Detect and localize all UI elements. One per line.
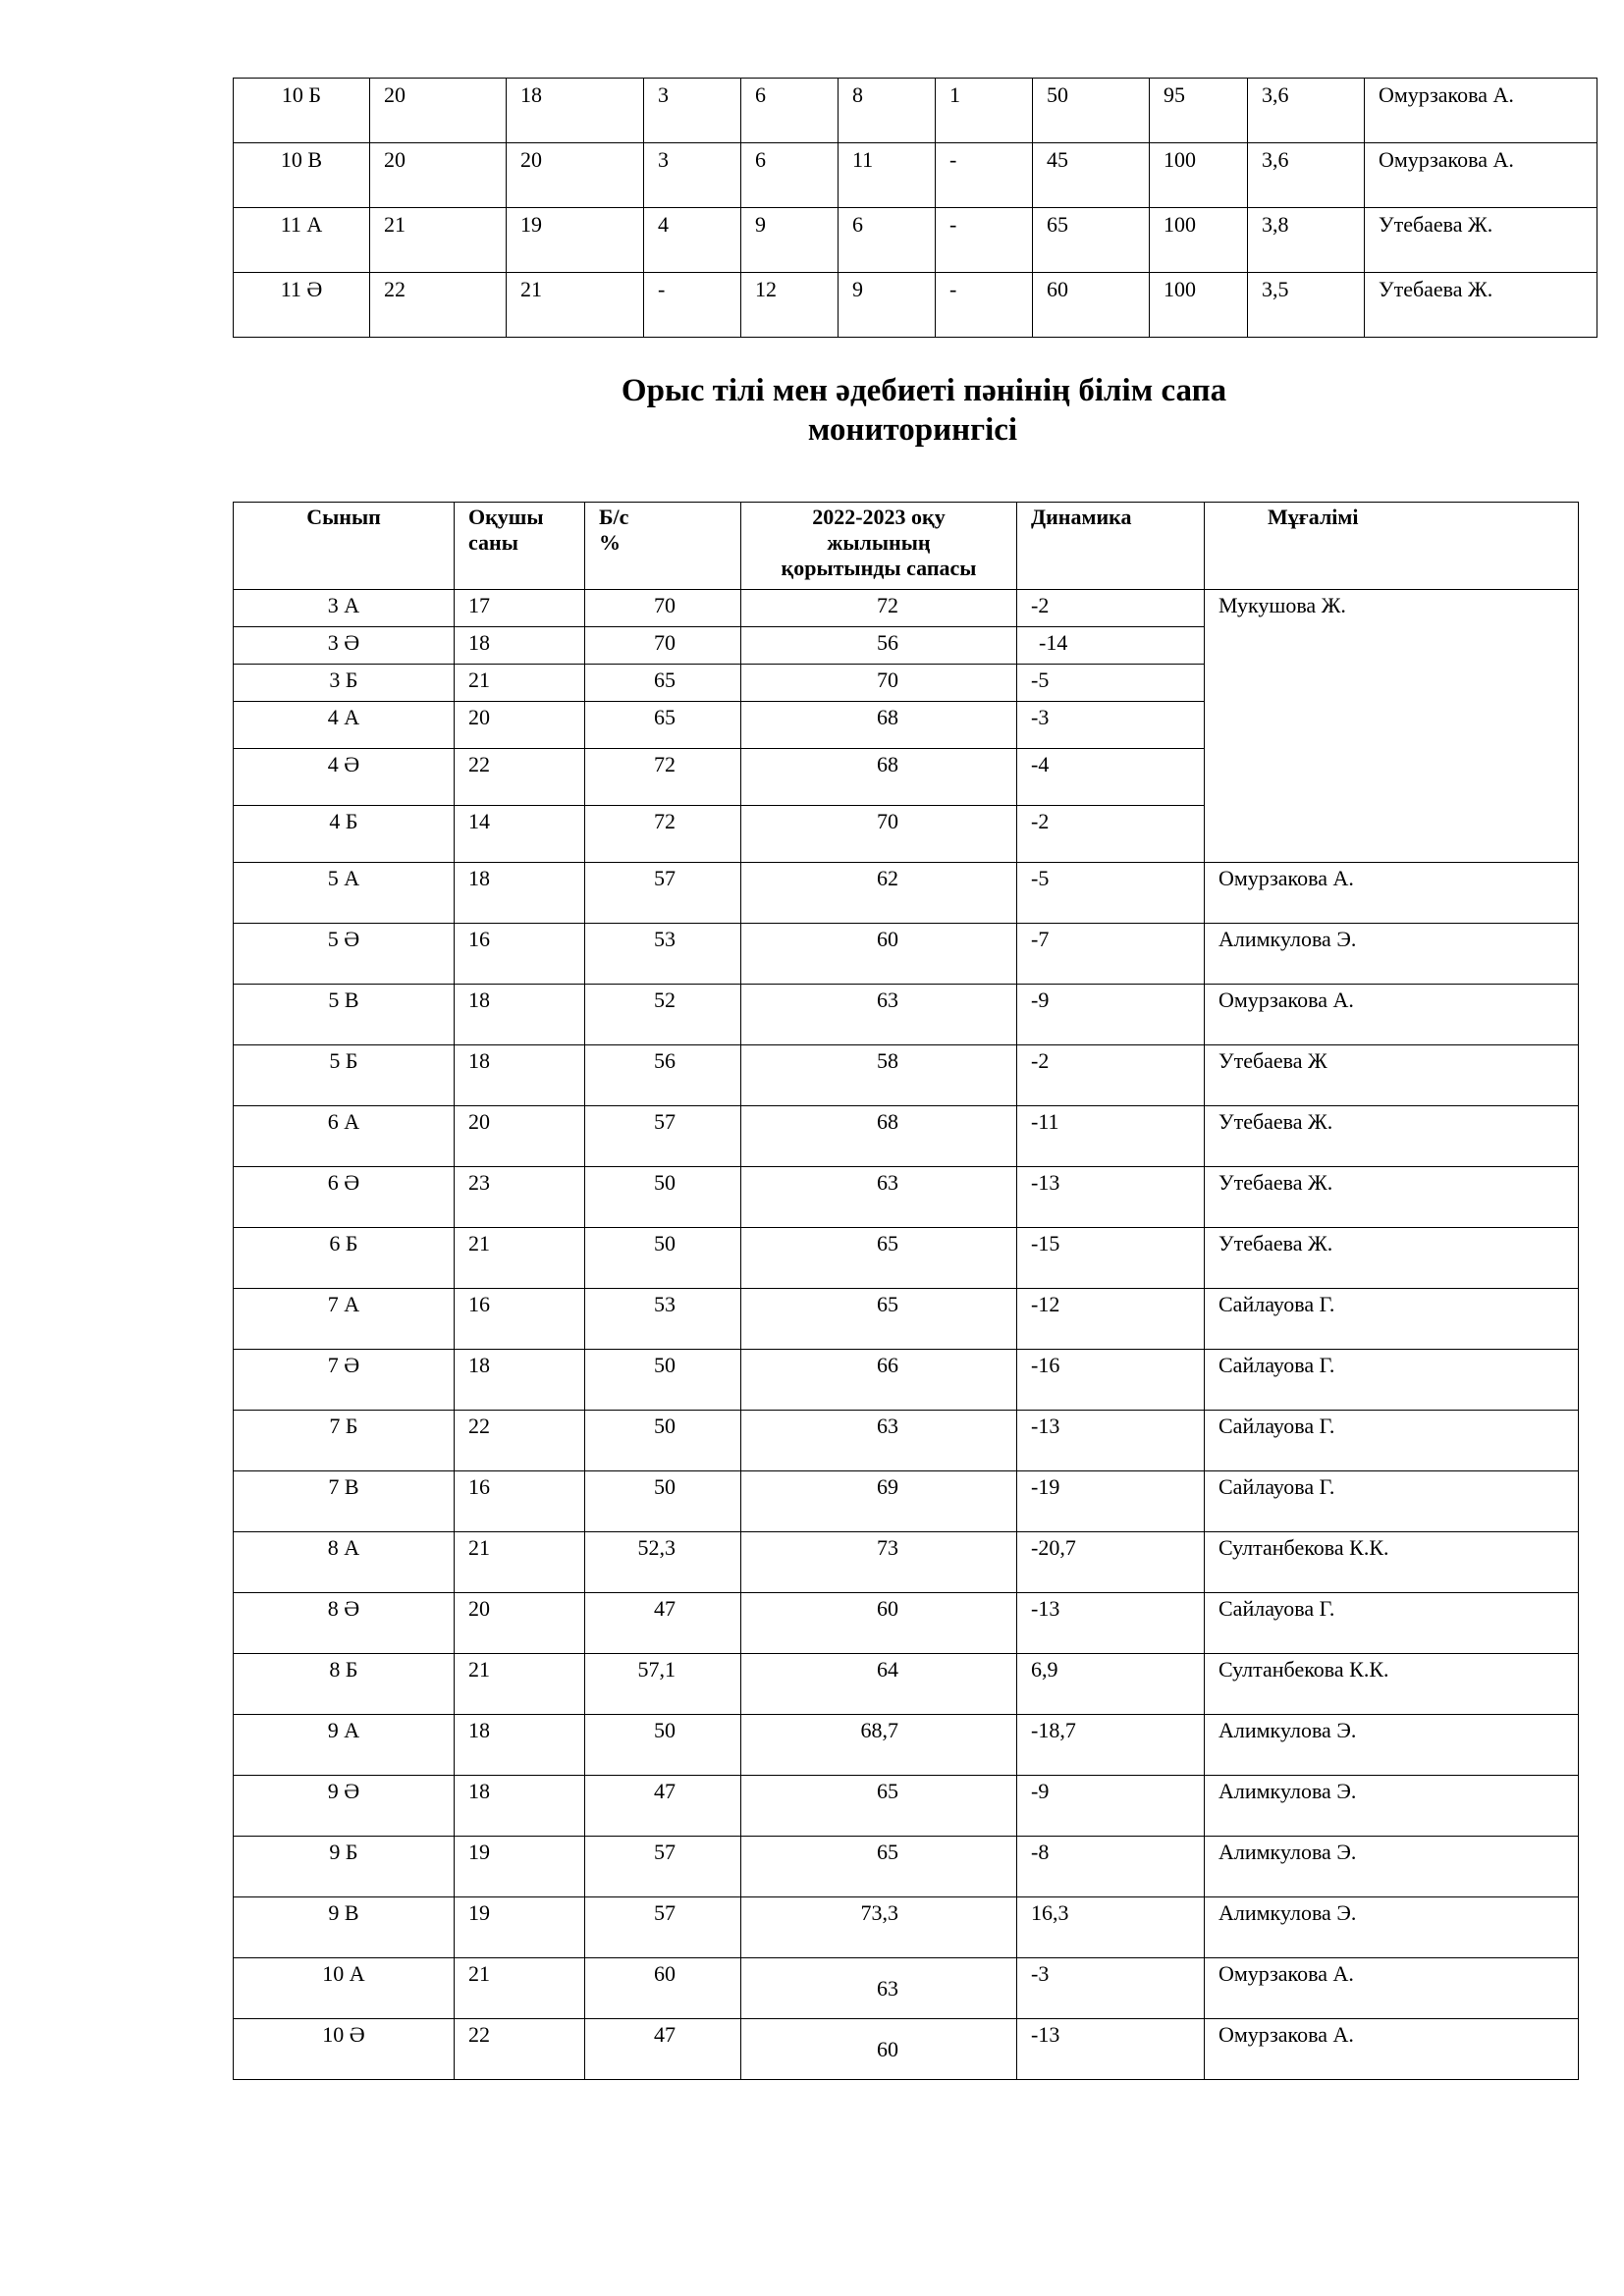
table-row [234, 1411, 1579, 1471]
value-cell: 22 [370, 273, 507, 338]
value-cell: 3,6 [1248, 79, 1365, 143]
class-cell: 6 Ә [234, 1167, 455, 1228]
teacher-cell: Мукушова Ж. [1205, 590, 1579, 863]
value-cell: 100 [1150, 208, 1248, 273]
value-cell: 6 [839, 208, 936, 273]
quality-percent-cell: 47 [585, 1776, 741, 1837]
main-table-body [234, 590, 1579, 2080]
class-cell: 3 А [234, 590, 455, 627]
class-cell: 10 В [234, 143, 370, 208]
dynamics-cell: -3 [1017, 1958, 1205, 2019]
value-cell: 6 [741, 79, 839, 143]
quality-percent-cell: 47 [585, 2019, 741, 2080]
value-cell: 60 [1033, 273, 1150, 338]
teacher-cell: Султанбекова К.К. [1205, 1654, 1579, 1715]
teacher-cell: Алимкулова Э. [1205, 1715, 1579, 1776]
russian-quality-table [233, 502, 1579, 2080]
header-teacher: Мұғалімі [1205, 503, 1579, 590]
class-cell: 6 А [234, 1106, 455, 1167]
value-cell: 3 [644, 143, 741, 208]
student-count-cell: 21 [455, 1958, 585, 2019]
table-row [234, 79, 1597, 143]
previous-quality-cell: 65 [741, 1837, 1017, 1897]
previous-quality-cell: 60 [741, 924, 1017, 985]
table-row [234, 1167, 1579, 1228]
table-row [234, 1045, 1579, 1106]
class-cell: 7 Б [234, 1411, 455, 1471]
teacher-cell: Утебаева Ж. [1205, 1106, 1579, 1167]
table-row [234, 1289, 1579, 1350]
table-row [234, 1350, 1579, 1411]
previous-quality-cell: 68,7 [741, 1715, 1017, 1776]
value-cell: Омурзакова А. [1365, 79, 1597, 143]
teacher-cell: Сайлауова Г. [1205, 1411, 1579, 1471]
table-row [234, 1532, 1579, 1593]
class-cell: 5 А [234, 863, 455, 924]
teacher-cell: Алимкулова Э. [1205, 1776, 1579, 1837]
title-line-2: мониторингісі [807, 412, 1018, 448]
student-count-cell: 22 [455, 2019, 585, 2080]
student-count-cell: 20 [455, 702, 585, 749]
value-cell: 20 [507, 143, 644, 208]
class-cell: 3 Ә [234, 627, 455, 665]
teacher-cell: Омурзакова А. [1205, 985, 1579, 1045]
previous-quality-cell: 58 [741, 1045, 1017, 1106]
table-row [234, 1471, 1579, 1532]
value-cell: 3,8 [1248, 208, 1365, 273]
student-count-cell: 18 [455, 1045, 585, 1106]
class-cell: 9 Ә [234, 1776, 455, 1837]
value-cell: 9 [839, 273, 936, 338]
value-cell: 65 [1033, 208, 1150, 273]
student-count-cell: 16 [455, 924, 585, 985]
previous-quality-cell: 60 [741, 1593, 1017, 1654]
table-row [234, 863, 1579, 924]
class-cell: 10 Ә [234, 2019, 455, 2080]
student-count-cell: 18 [455, 985, 585, 1045]
previous-quality-cell: 63 [741, 1411, 1017, 1471]
dynamics-cell: -12 [1017, 1289, 1205, 1350]
table-row [234, 590, 1579, 627]
table-row [234, 985, 1579, 1045]
dynamics-cell: -11 [1017, 1106, 1205, 1167]
student-count-cell: 16 [455, 1289, 585, 1350]
class-cell: 11 Ә [234, 273, 370, 338]
value-cell: 3,6 [1248, 143, 1365, 208]
student-count-cell: 16 [455, 1471, 585, 1532]
dynamics-cell: -5 [1017, 665, 1205, 702]
table-row [234, 273, 1597, 338]
table-row [234, 143, 1597, 208]
student-count-cell: 18 [455, 1776, 585, 1837]
class-cell: 5 В [234, 985, 455, 1045]
value-cell: - [936, 208, 1033, 273]
student-count-cell: 19 [455, 1837, 585, 1897]
previous-quality-cell: 64 [741, 1654, 1017, 1715]
value-cell: - [936, 143, 1033, 208]
dynamics-cell: -3 [1017, 702, 1205, 749]
dynamics-cell: 16,3 [1017, 1897, 1205, 1958]
value-cell: Утебаева Ж. [1365, 273, 1597, 338]
student-count-cell: 23 [455, 1167, 585, 1228]
class-cell: 5 Ә [234, 924, 455, 985]
previous-quality-cell: 68 [741, 702, 1017, 749]
value-cell: 3 [644, 79, 741, 143]
page-title [0, 371, 1624, 450]
value-cell: 21 [507, 273, 644, 338]
previous-quality-cell: 60 [741, 2019, 1017, 2080]
class-cell: 4 Ә [234, 749, 455, 806]
dynamics-cell: -9 [1017, 985, 1205, 1045]
class-cell: 9 В [234, 1897, 455, 1958]
value-cell: 4 [644, 208, 741, 273]
value-cell: 20 [370, 79, 507, 143]
header-year-quality: 2022-2023 оқу жылының қорытынды сапасы [741, 503, 1017, 590]
class-cell: 4 Б [234, 806, 455, 863]
value-cell: 21 [370, 208, 507, 273]
student-count-cell: 21 [455, 665, 585, 702]
previous-quality-cell: 70 [741, 806, 1017, 863]
previous-quality-cell: 69 [741, 1471, 1017, 1532]
quality-percent-cell: 50 [585, 1228, 741, 1289]
quality-percent-cell: 70 [585, 590, 741, 627]
class-cell: 7 В [234, 1471, 455, 1532]
teacher-cell: Утебаева Ж [1205, 1045, 1579, 1106]
table-row [234, 924, 1579, 985]
previous-quality-cell: 68 [741, 749, 1017, 806]
table-row [234, 1715, 1579, 1776]
previous-quality-cell: 62 [741, 863, 1017, 924]
dynamics-cell: -13 [1017, 1411, 1205, 1471]
quality-percent-cell: 57 [585, 1897, 741, 1958]
student-count-cell: 18 [455, 863, 585, 924]
student-count-cell: 22 [455, 749, 585, 806]
header-quality: Б/с % [585, 503, 741, 590]
dynamics-cell: -15 [1017, 1228, 1205, 1289]
top-results-table [233, 78, 1597, 338]
student-count-cell: 18 [455, 627, 585, 665]
previous-quality-cell: 65 [741, 1289, 1017, 1350]
student-count-cell: 21 [455, 1654, 585, 1715]
table-row [234, 1897, 1579, 1958]
quality-percent-cell: 56 [585, 1045, 741, 1106]
teacher-cell: Омурзакова А. [1205, 2019, 1579, 2080]
header-dynamics: Динамика [1017, 503, 1205, 590]
teacher-cell: Алимкулова Э. [1205, 1897, 1579, 1958]
quality-percent-cell: 47 [585, 1593, 741, 1654]
dynamics-cell: -9 [1017, 1776, 1205, 1837]
top-table-body [234, 79, 1597, 338]
dynamics-cell: -14 [1017, 627, 1205, 665]
student-count-cell: 20 [455, 1106, 585, 1167]
table-row [234, 1106, 1579, 1167]
value-cell: - [936, 273, 1033, 338]
quality-percent-cell: 57 [585, 1106, 741, 1167]
quality-percent-cell: 53 [585, 924, 741, 985]
quality-percent-cell: 72 [585, 749, 741, 806]
title-line-1: Орыс тілі мен әдебиеті пәнінің білім сапа [621, 373, 1227, 408]
table-row [234, 1776, 1579, 1837]
previous-quality-cell: 73 [741, 1532, 1017, 1593]
table-row [234, 1228, 1579, 1289]
dynamics-cell: -16 [1017, 1350, 1205, 1411]
student-count-cell: 18 [455, 1350, 585, 1411]
header-class: Сынып [234, 503, 455, 590]
previous-quality-cell: 70 [741, 665, 1017, 702]
value-cell: 50 [1033, 79, 1150, 143]
teacher-cell: Султанбекова К.К. [1205, 1532, 1579, 1593]
teacher-cell: Сайлауова Г. [1205, 1471, 1579, 1532]
dynamics-cell: -18,7 [1017, 1715, 1205, 1776]
previous-quality-cell: 63 [741, 985, 1017, 1045]
value-cell: 9 [741, 208, 839, 273]
class-cell: 4 А [234, 702, 455, 749]
dynamics-cell: -5 [1017, 863, 1205, 924]
teacher-cell: Сайлауова Г. [1205, 1350, 1579, 1411]
value-cell: 6 [741, 143, 839, 208]
value-cell: 19 [507, 208, 644, 273]
student-count-cell: 20 [455, 1593, 585, 1654]
dynamics-cell: -8 [1017, 1837, 1205, 1897]
table-row [234, 1958, 1579, 2019]
value-cell: Омурзакова А. [1365, 143, 1597, 208]
dynamics-cell: -4 [1017, 749, 1205, 806]
class-cell: 8 Ә [234, 1593, 455, 1654]
value-cell: 3,5 [1248, 273, 1365, 338]
dynamics-cell: -20,7 [1017, 1532, 1205, 1593]
quality-percent-cell: 57 [585, 863, 741, 924]
dynamics-cell: -13 [1017, 1167, 1205, 1228]
quality-percent-cell: 53 [585, 1289, 741, 1350]
quality-percent-cell: 65 [585, 702, 741, 749]
previous-quality-cell: 68 [741, 1106, 1017, 1167]
student-count-cell: 18 [455, 1715, 585, 1776]
quality-percent-cell: 65 [585, 665, 741, 702]
value-cell: 1 [936, 79, 1033, 143]
teacher-cell: Утебаева Ж. [1205, 1167, 1579, 1228]
table-row [234, 208, 1597, 273]
teacher-cell: Омурзакова А. [1205, 1958, 1579, 2019]
dynamics-cell: -7 [1017, 924, 1205, 985]
dynamics-cell: -13 [1017, 2019, 1205, 2080]
class-cell: 11 А [234, 208, 370, 273]
value-cell: 11 [839, 143, 936, 208]
student-count-cell: 19 [455, 1897, 585, 1958]
quality-percent-cell: 50 [585, 1350, 741, 1411]
previous-quality-cell: 66 [741, 1350, 1017, 1411]
quality-percent-cell: 50 [585, 1715, 741, 1776]
dynamics-cell: -2 [1017, 1045, 1205, 1106]
value-cell: 8 [839, 79, 936, 143]
previous-quality-cell: 65 [741, 1228, 1017, 1289]
student-count-cell: 21 [455, 1532, 585, 1593]
previous-quality-cell: 65 [741, 1776, 1017, 1837]
teacher-cell: Алимкулова Э. [1205, 1837, 1579, 1897]
value-cell: - [644, 273, 741, 338]
dynamics-cell: -19 [1017, 1471, 1205, 1532]
class-cell: 6 Б [234, 1228, 455, 1289]
quality-percent-cell: 57,1 [585, 1654, 741, 1715]
class-cell: 9 Б [234, 1837, 455, 1897]
header-students: Оқушы саны [455, 503, 585, 590]
value-cell: Утебаева Ж. [1365, 208, 1597, 273]
value-cell: 12 [741, 273, 839, 338]
table-row [234, 1593, 1579, 1654]
header-row [234, 503, 1579, 590]
quality-percent-cell: 70 [585, 627, 741, 665]
quality-percent-cell: 52,3 [585, 1532, 741, 1593]
teacher-cell: Утебаева Ж. [1205, 1228, 1579, 1289]
table-row [234, 1837, 1579, 1897]
quality-percent-cell: 57 [585, 1837, 741, 1897]
class-cell: 7 А [234, 1289, 455, 1350]
quality-percent-cell: 50 [585, 1471, 741, 1532]
class-cell: 10 А [234, 1958, 455, 2019]
quality-percent-cell: 72 [585, 806, 741, 863]
previous-quality-cell: 56 [741, 627, 1017, 665]
class-cell: 10 Б [234, 79, 370, 143]
dynamics-cell: -13 [1017, 1593, 1205, 1654]
quality-percent-cell: 50 [585, 1167, 741, 1228]
value-cell: 100 [1150, 143, 1248, 208]
quality-percent-cell: 52 [585, 985, 741, 1045]
previous-quality-cell: 63 [741, 1958, 1017, 2019]
quality-percent-cell: 50 [585, 1411, 741, 1471]
student-count-cell: 14 [455, 806, 585, 863]
previous-quality-cell: 72 [741, 590, 1017, 627]
class-cell: 5 Б [234, 1045, 455, 1106]
student-count-cell: 21 [455, 1228, 585, 1289]
previous-quality-cell: 63 [741, 1167, 1017, 1228]
teacher-cell: Сайлауова Г. [1205, 1289, 1579, 1350]
table-row [234, 2019, 1579, 2080]
student-count-cell: 17 [455, 590, 585, 627]
teacher-cell: Сайлауова Г. [1205, 1593, 1579, 1654]
teacher-cell: Омурзакова А. [1205, 863, 1579, 924]
value-cell: 18 [507, 79, 644, 143]
dynamics-cell: -2 [1017, 590, 1205, 627]
dynamics-cell: -2 [1017, 806, 1205, 863]
class-cell: 7 Ә [234, 1350, 455, 1411]
class-cell: 8 Б [234, 1654, 455, 1715]
class-cell: 8 А [234, 1532, 455, 1593]
dynamics-cell: 6,9 [1017, 1654, 1205, 1715]
quality-percent-cell: 60 [585, 1958, 741, 2019]
class-cell: 9 А [234, 1715, 455, 1776]
value-cell: 95 [1150, 79, 1248, 143]
value-cell: 45 [1033, 143, 1150, 208]
previous-quality-cell: 73,3 [741, 1897, 1017, 1958]
value-cell: 20 [370, 143, 507, 208]
teacher-cell: Алимкулова Э. [1205, 924, 1579, 985]
table-row [234, 1654, 1579, 1715]
value-cell: 100 [1150, 273, 1248, 338]
class-cell: 3 Б [234, 665, 455, 702]
student-count-cell: 22 [455, 1411, 585, 1471]
